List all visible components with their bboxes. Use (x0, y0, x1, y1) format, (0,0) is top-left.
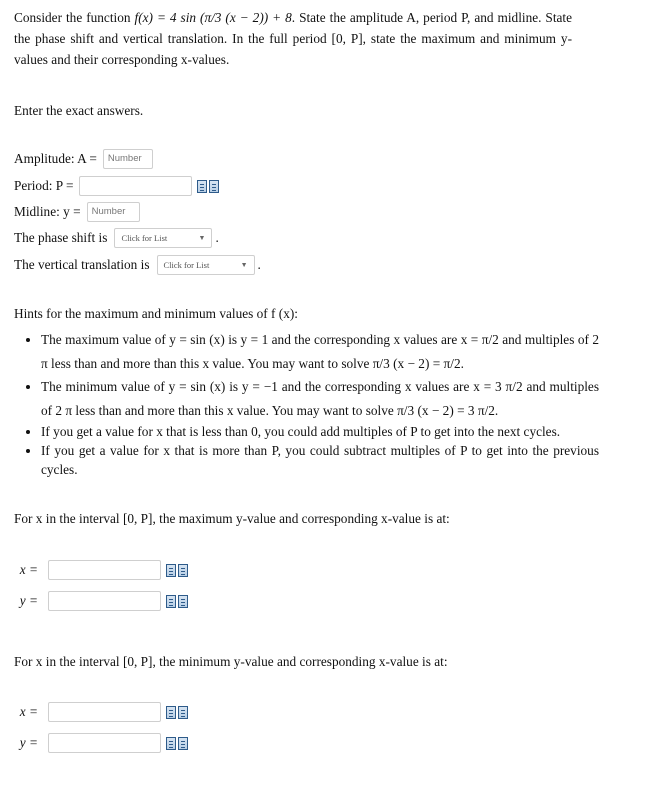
vertical-label: The vertical translation is (14, 257, 150, 272)
max-y-input[interactable] (48, 591, 161, 611)
equation-editor-icon[interactable] (166, 737, 176, 750)
equation-editor-icon[interactable] (166, 564, 176, 577)
period-mark: . (215, 230, 219, 245)
min-y-label: y = (19, 735, 38, 750)
equation-editor-icon[interactable] (166, 595, 176, 608)
function-expression: f(x) = 4 sin (π/3 (x − 2)) + 8 (134, 10, 292, 25)
max-y-row (0, 591, 188, 611)
max-prompt: For x in the interval [0, P], the maximum y-value and corresponding x-value is at: (14, 511, 450, 526)
phase-label: The phase shift is (14, 230, 108, 245)
min-y-row (0, 733, 188, 753)
amplitude-row (14, 149, 153, 169)
preview-icon[interactable] (178, 737, 188, 750)
max-x-input[interactable] (48, 560, 161, 580)
amplitude-label: Amplitude: A = (14, 151, 97, 166)
max-y-label: y = (19, 593, 38, 608)
preview-icon[interactable] (178, 595, 188, 608)
period-tools (197, 180, 219, 193)
hint-item: • If you get a value for x that is less than 0, you could add multiples of P to get into the next cycles. (41, 422, 599, 441)
min-x-label: x = (19, 704, 38, 719)
midline-row (14, 202, 140, 222)
period-input[interactable] (79, 176, 192, 196)
max-x-tools (166, 564, 188, 577)
instructions: Enter the exact answers. (14, 103, 144, 118)
preview-icon[interactable] (178, 706, 188, 719)
period-mark: . (257, 257, 261, 272)
midline-label: Midline: y = (14, 204, 81, 219)
max-x-row (0, 560, 188, 580)
vertical-select-text: Click for List (163, 260, 210, 270)
min-prompt: For x in the interval [0, P], the minimum y-value and corresponding x-value is at: (14, 654, 448, 669)
equation-editor-icon[interactable] (166, 706, 176, 719)
amplitude-input[interactable]: Number (103, 149, 153, 169)
hints-title: Hints for the maximum and minimum values of f (x): (14, 306, 298, 321)
min-x-row (0, 702, 188, 722)
equation-editor-icon[interactable] (197, 180, 207, 193)
min-x-input[interactable] (48, 702, 161, 722)
problem-statement (14, 7, 572, 70)
preview-icon[interactable] (178, 564, 188, 577)
chevron-down-icon: ▼ (240, 261, 248, 269)
hint-item: • The minimum value of y = sin (x) is y = −1 and the corresponding x values are x = 3 π/2 and multiples of 2 π less than and more than this x value. You may want to solve π/3 (x − 2) = 3 π/2. (41, 375, 599, 422)
hint-item: • The maximum value of y = sin (x) is y = 1 and the corresponding x values are x = π/2 and multiples of 2 π less than and more than this x value. You may want to solve π/3 (x − 2) = π/2. (41, 328, 599, 375)
phase-shift-select[interactable] (114, 228, 212, 248)
period-label: Period: P = (14, 178, 74, 193)
hints-list (14, 328, 599, 479)
vertical-translation-select[interactable] (157, 255, 255, 275)
max-y-tools (166, 595, 188, 608)
vertical-row (14, 255, 261, 275)
min-x-tools (166, 706, 188, 719)
period-row (14, 176, 219, 196)
midline-input[interactable]: Number (87, 202, 140, 222)
chevron-down-icon: ▼ (198, 234, 206, 242)
hint-item: • If you get a value for x that is more than P, you could subtract multiples of P to get into the previous cycles. (41, 441, 599, 479)
max-x-label: x = (19, 562, 38, 577)
phase-select-text: Click for List (121, 233, 168, 243)
min-y-input[interactable] (48, 733, 161, 753)
phase-row (14, 228, 219, 248)
preview-icon[interactable] (209, 180, 219, 193)
min-y-tools (166, 737, 188, 750)
problem-intro: Consider the function (14, 10, 131, 25)
problem-rest: . State the amplitude A, period P, and midline. State the phase shift and vertical translation. In the full period [0, P], state the maximum and minimum y-values and their corresponding x-values. (14, 10, 573, 67)
